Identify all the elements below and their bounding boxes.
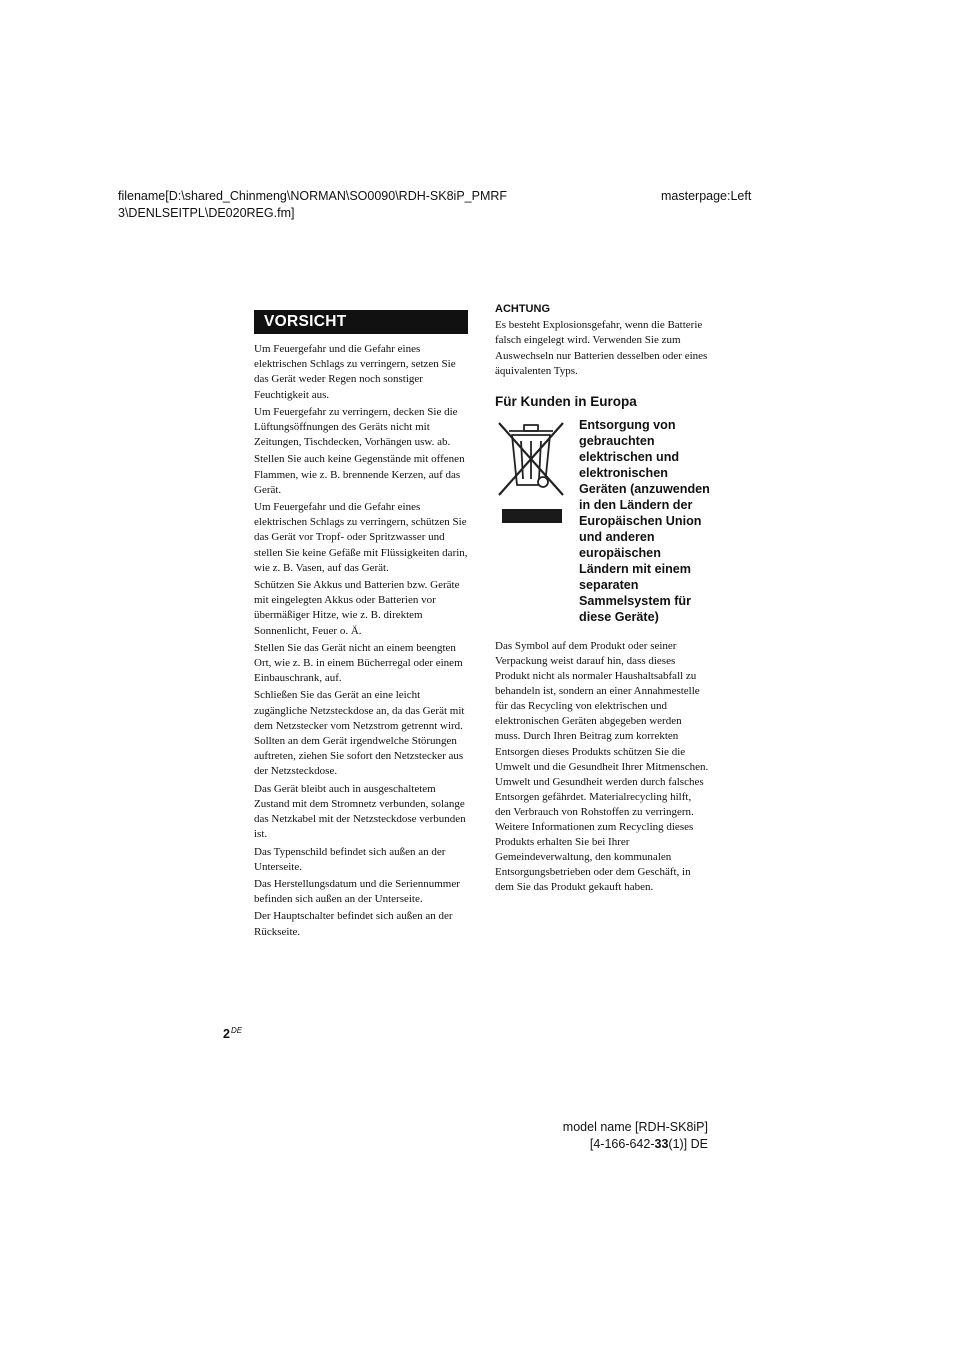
vorsicht-paragraph: Schließen Sie das Gerät an eine leicht zugängliche Netzsteckdose an, da das Gerät mit dem Netzstecker vom Netzstrom getrennt wird. Sollten an dem Gerät irgendwelche Störungen auftreten, ziehen Sie sofort den Netzstecker aus der Netzsteckdose. [254,689,465,778]
vorsicht-paragraph: Der Hauptschalter befindet sich außen an der Rückseite. [254,910,453,938]
footer-code-prefix: [4-166-642- [589,1137,655,1151]
vorsicht-paragraph: Stellen Sie das Gerät nicht an einem beengten Ort, wie z. B. in einem Bücherregal oder einem Einbauschrank, auf. [254,641,463,685]
vorsicht-paragraph: Das Typenschild befindet sich außen an der Unterseite. [254,845,446,873]
vorsicht-paragraph: Schützen Sie Akkus und Batterien bzw. Geräte mit eingelegten Akkus oder Batterien vor übermäßiger Hitze, wie z. B. direktem Sonnenlicht, Feuer o. Ä. [254,579,460,637]
achtung-text: Es besteht Explosionsgefahr, wenn die Batterie falsch eingelegt wird. Verwenden Sie zum Auswechseln nur Batterien desselben oder eines äquivalenten Typs. [495,319,708,377]
weee-block [495,419,709,639]
weee-text: Das Symbol auf dem Produkt oder seiner Verpackung weist darauf hin, dass dieses Produkt nicht als normaler Haushaltsabfall zu behandeln ist, sondern an einer Annahmestelle für das Recycling von elektrischen und elektronischen Geräten abgegeben werden muss. Durch Ihren Beitrag zum korrekten Entsorgen dieses Produkts schützen Sie die Umwelt und die Gesundheit Ihrer Mitmenschen. Umwelt und Gesundheit werden durch falsches Entsorgen gefährdet. Materialrecycling hilft, den Verbrauch von Rohstoffen zu verringern. Weitere Informationen zum Recycling dieses Produkts erhalten Sie bei Ihrer Gemeindeverwaltung, den kommunalen Entsorgungsbetrieben oder dem Geschäft, in dem Sie das Produkt gekauft haben. [495,640,709,893]
vorsicht-paragraphs [254,342,468,940]
footer-model-name: model name [RDH-SK8iP] [562,1120,708,1134]
footer-code-suffix: (1)] DE [668,1137,708,1151]
crossed-out-wheelie-bin-icon [495,419,567,499]
weee-bar [502,509,562,523]
header-filename [118,188,507,222]
page-number-suffix: DE [230,1026,243,1035]
header-filename-line1: filename[D:\shared_Chinmeng\NORMAN\SO0090\RDH-SK8iP_PMRF [118,189,508,203]
vorsicht-heading: VORSICHT [254,310,468,334]
vorsicht-paragraph: Das Herstellungsdatum und die Seriennummer befinden sich außen an der Unterseite. [254,877,460,906]
page-number [223,1026,242,1041]
vorsicht-paragraph: Um Feuergefahr zu verringern, decken Sie die Lüftungsöffnungen des Geräts nicht mit Zeitungen, Tischdecken, Vorhängen usw. ab. [254,405,458,449]
vorsicht-paragraph: Um Feuergefahr und die Gefahr eines elektrischen Schlags zu verringern, schützen Sie das Gerät vor Tropf- oder Spritzwasser und stellen Sie keine Gefäße mit Flüssigkeiten darin, wie z. B. Vasen, auf das Gerät. [254,501,468,574]
left-column [254,310,468,942]
achtung-heading: ACHTUNG [495,303,550,315]
right-column [495,302,709,895]
vorsicht-paragraph: Das Gerät bleibt auch in ausgeschaltetem Zustand mit dem Stromnetz verbunden, solange das Netzkabel mit der Netzsteckdose verbunden ist. [254,782,466,841]
page-number-value: 2 [223,1027,230,1041]
header-masterpage: masterpage:Left [661,189,752,203]
vorsicht-paragraph: Um Feuergefahr und die Gefahr eines elektrischen Schlags zu verringern, setzen Sie das Gerät weder Regen noch sonstiger Feuchtigkeit aus. [254,343,456,401]
weee-heading: Entsorgung von gebrauchten elektrischen und elektronischen Geräten (anzuwenden in den Ländern der Europäischen Union und anderen europäischen Ländern mit einem separaten Sammelsystem für diese Geräte) [579,418,710,625]
vorsicht-paragraph: Stellen Sie auch keine Gegenstände mit offenen Flammen, wie z. B. brennende Kerzen, auf das Gerät. [254,453,465,496]
footer [563,1119,708,1153]
header-filename-line2: 3\DENLSEITPL\DE020REG.fm] [118,206,295,220]
footer-code-bold: 33 [654,1137,669,1151]
footer-code [563,1136,708,1153]
kunden-heading: Für Kunden in Europa [495,394,637,410]
